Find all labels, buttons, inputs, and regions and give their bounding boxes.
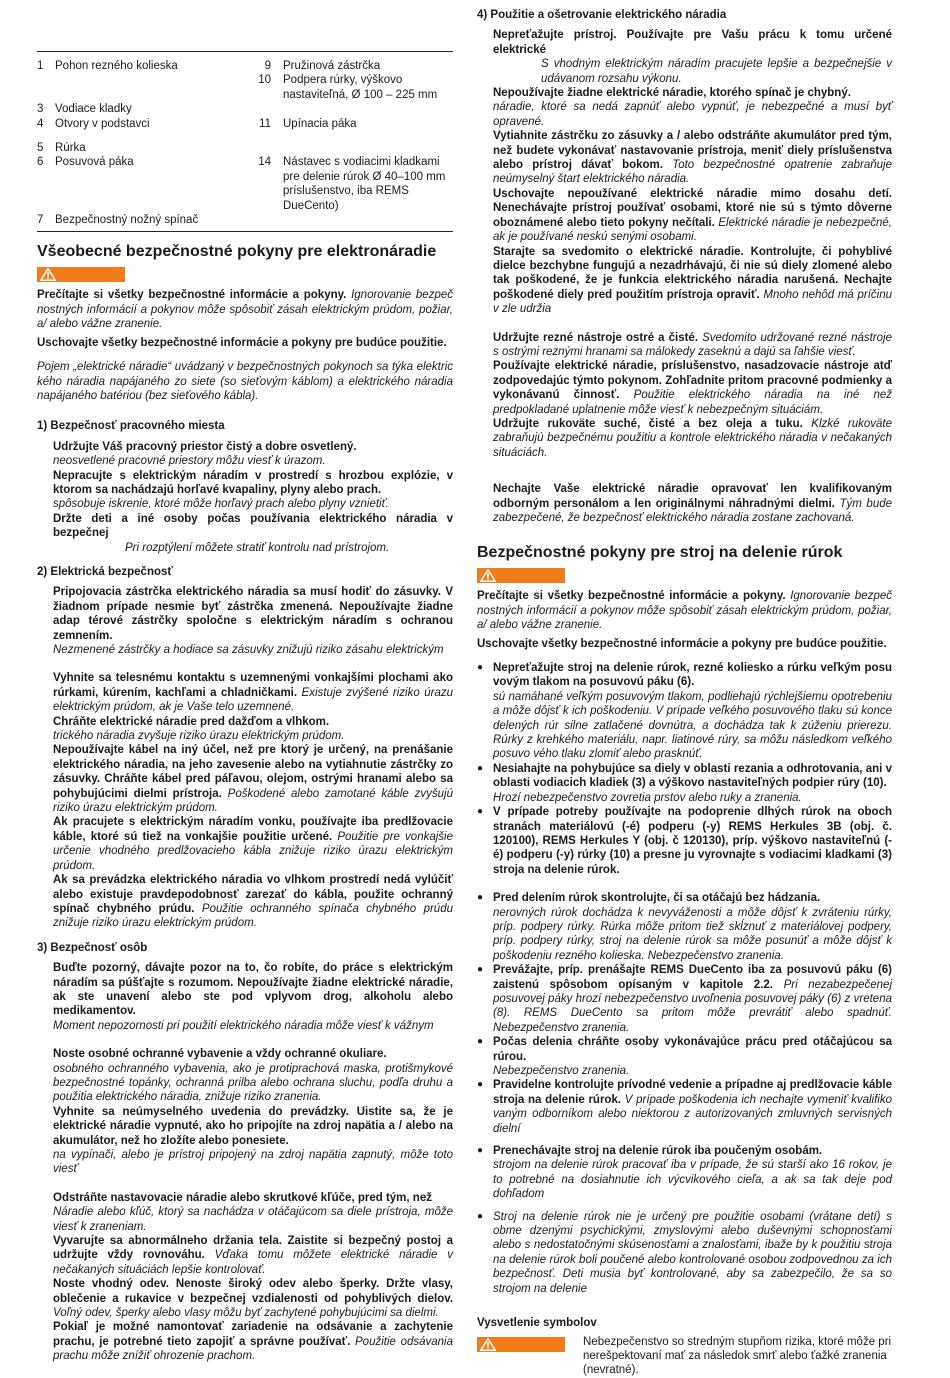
bullet-7: ● Pravidelne kontrolujte prívodné vedenie a prípadne aj predlžovacie káble stroja na delenie rúrok. V prípade poškodenia ich nechajte vymeniť kvalifiko vaným odborníkom alebo niektorou z autorizovaných zmluvných servisných dielní [477, 1078, 892, 1136]
general-term: Pojem „elektrické náradie“ uvádzaný v bezpečnostných pokynoch sa týka elektric kého náradia napájaného zo siete (so sieťovým káblom) a elektrického náradia napájaného batériou (bez sieťového kábla). [37, 361, 453, 402]
bullet-3: ● V prípade potreby používajte na podoprenie dlhých rúrok na oboch stranách materiálovú (-é) podperu (-y) REMS Herkules 3B (obj. č. 120100), REMS Herkules Y (obj. č 120130), príp. výškovo nastaviteľnú (-é) podperu (-y) rúrky (10) a presne ju vyrovnajte s vodiacimi kladkami (3) stroja na delenie rúrok. [477, 805, 892, 877]
section-1-title: 1) Bezpečnosť pracovného miesta [37, 420, 225, 433]
s4h: Udržujte rukoväte suché, čisté a bez oleja a tuku. Klzké rukoväte zabraňujú bezpečnému použitiu a kontrole elektrického náradia v nečakaných situáciách. [493, 417, 892, 459]
s4i: Nechajte Vaše elektrické náradie opravovať len kvalifikovaným odborným personálom a len originálnymi náhradnými dielmi. Tým bude zabezpečené, že bezpečnosť elektrického náradia zostane zachovaná. [493, 483, 893, 524]
symbol-text: Nebezpečenstvo so stredným stupňom rizika, ktoré môže pri nerešpektovaní mať za následok smrť alebo ťažké zranenia (nevratné). [583, 1335, 892, 1377]
machine-heading: Bezpečnostné pokyny pre stroj na delenie rúrok [477, 544, 843, 562]
left-column: 1 Pohon rezného kolieska 9 Pružinová zástrčka 10 Podpera rúrky, výškovo nastaviteľná, Ø 100 – 225 mm 3 Vodiace kladky 4 Otvory v podstavci 11 Upínacia páka 5 Rúrka 6 Posuvová páka 14 Nástavec s vodiacimi kladkami pre delenie rúrok Ø 40–100 mm príslušenstvo, iba REMS DueCento) 7 Bezpečnostný nožný spínač Všeobecné bezpečnostné pokyny pre elektronáradie Prečítajte si všetky bezpečnostné informácie a pokyny. Ignorovanie bezpeč nostných informácií a pokynov môže spôsobiť zásah elektrickým prúdom, požiar, a/ alebo vážne zranenie. Uschovajte všetky bezpečnostné informácie a pokyny pre budúce použitie. Pojem „elektrické náradie“ uvádzaný v bezpečnostných pokynoch sa týka elektric kého náradia napájaného zo siete (so sieťovým káblom) a elektrického náradia napájaného batériou (bez sieťového kábla). 1) Bezpečnosť pracovného miesta Udržujte Váš pracovný priestor čistý a dobre osvetlený. neosvetlené pracovné priestory môžu viesť k úrazom. Nepracujte s elektrickým náradím v prostredí s hrozbou explózie, v ktorom sa nachádzajú horľavé kvapaliny, plyny alebo prach. spôsobuje iskrenie, ktoré môže horľavý prach alebo plyny vznietiť. Držte deti a iné osoby počas používania elektrického náradia v bezpečnej Pri rozptýlení môžete stratiť kontrolu nad prístrojom. 2) Elektrická bezpečnosť Pripojovacia zástrčka elektrického náradia sa musí hodiť do zásuvky. V žiadnom prípade nesmie byť zástrčka zmenená. Nepoužívajte žiadne adap térové zástrčky spoločne s elektrickým náradím s ochranou zemnením. Nezmenené zástrčky a hodiace sa zásuvky znižujú riziko zásahu elektrickým Vyhnite sa telesnému kontaktu s uzemnenými vonkajšími plochami ako rúrkami, kúrením, kachľami a chladničkami. Existuje zvýšené riziko úrazu elektrickým prúdom, ak je Vaše telo uzemnené. Chráňte elektrické náradie pred dažďom a vlhkom. trického náradia zvyšuje riziko úrazu elektrickým prúdom. Nepoužívajte kábel na iný účel, než pre ktorý je určený, na prenášanie elektrického náradia, na jeho zavesenie alebo na vytiahnutie zástrčky zo zásuvky. Chráňte kábel pred páľavou, olejom, ostrými hranami alebo sa pohybujúcimi dielmi prístroja. Poškodené alebo zamotané káble zvyšujú riziko úrazu elektrickým prúdom. Ak pracujete s elektrickým náradím vonku, používajte iba predlžovacie káble, ktoré sú tiež na vonkajšie použitie určené. Použitie pre vonkajšie určenie vhodného predlžovacieho kábla znižuje riziko úrazu elektrickým prúdom. Ak sa prevádzka elektrického náradia vo vlhkom prostredí nedá vylúčiť alebo existuje pravdepodobnosť zarezať do kábla, použite ochranný spínač chybného prúdu. Použitie ochranného spínača chybného prúdu znižuje riziko úrazu elektrickým prúdom. 3) Bezpečnosť osôb Buďte pozorný, dávajte pozor na to, čo robíte, do práce s elektrickým náradím sa púšťajte s rozumom. Nepoužívajte žiadne elektrické náradie, ak ste unavení alebo ste pod vplyvom drog, alkoholu alebo medikamentov. Moment nepozornosti pri použití elektrického náradia môže viesť k vážnym Noste osobné ochranné vybavenie a vždy ochranné okuliare. osobného ochranného vybavenia, ako je protiprachová maska, protišmykové bezpečnostné topánky, ochranná prilba alebo ochrana sluchu, podľa druhu a použitia elektrického náradia, znižuje riziko zranenia. Vyhnite sa neúmyselného uvedenia do prevádzky. Uistite sa, že je elektrické náradie vypnuté, ako ho pripojíte na zdroj napätia a / alebo na akumulátor, než ho zložíte alebo ponesiete. na vypínači, alebo je prístroj pripojený na zdroj napätia zapnutý, môže toto viesť Odstráňte nastavovacie náradie alebo skrutkové kľúče, pred tým, než Náradie alebo kľúč, ktorý sa nachádza v otáčajúcom sa diele prístroja, môže viesť k zraneniam. Vyvarujte sa abnormálneho držania tela. Zaistite si bezpečný postoj a udržujte vždy rovnováhu. Vďaka tomu môžete elektrické náradie v nečakaných situáciách lepšie kontrolovať. Noste vhodný odev. Nenoste široký odev alebo šperky. Držte vlasy, oblečenie a rukavice v bezpečnej vzdialenosti od pohyblivých dielov. Voľný odev, šperky alebo vlasy môžu byť zachytené pohybujúcimi sa dielmi. Pokiaľ je možné namontovať zariadenie na odsávanie a zachytenie prachu, je potrebné tieto zapojiť a správne používať. Použitie odsávania prachu môže znížiť ohrozenie prachom. [37, 0, 453, 1364]
s2a: Pripojovacia zástrčka elektrického náradia sa musí hodiť do zásuvky. V žiadnom prípade nesmie byť zástrčka zmenená. Nepoužívajte žiadne adap térové zástrčky spoločne s elektrickým náradím s ochranou zemnením. [53, 586, 453, 642]
s4f: Udržujte rezné nástroje ostré a čisté. Svedomito udržované rezné nástroje s ostrými reznými hranami sa málokedy zaseknú a dajú sa ľahšie viesť. [493, 331, 892, 358]
warning-label [37, 267, 125, 282]
parts-row [37, 213, 453, 227]
s1a: Udržujte Váš pracovný priestor čistý a dobre osvetlený. [53, 440, 357, 453]
s2e: Ak pracujete s elektrickým náradím vonku, používajte iba predlžovacie káble, ktoré sú tiež na vonkajšie použitie určené. Použitie pre vonkajšie určenie vhodného predlžovacieho kábla znižuje riziko úrazu elektrickým prúdom. [53, 816, 453, 872]
s1b: Nepracujte s elektrickým náradím v prostredí s hrozbou explózie, v ktorom sa nachádzajú horľavé kvapaliny, plyny alebo prach. [53, 469, 453, 496]
parts-row [37, 73, 453, 102]
s4b: Nepoužívajte žiadne elektrické náradie, ktorého spínač je chybný. [493, 87, 851, 100]
warning-triangle-icon [480, 569, 496, 582]
right-column: 4) Použitie a ošetrovanie elektrického náradia Nepreťažujte prístroj. Používajte pre Vašu prácu k tomu určené elektrické S vhodným elektrickým náradím pracujete lepšie a bezpečnejšie v udávanom rozsahu výkonu. Nepoužívajte žiadne elektrické náradie, ktorého spínač je chybný. náradie, ktoré sa nedá zapnúť alebo vypnúť, je nebezpečné a musí byť opravené. Vytiahnite zástrčku zo zásuvky a / alebo odstráňte akumulátor pred tým, než budete vykonávať nastavovanie prístroja, meniť diely príslušenstva alebo prístroj dávať bokom. Toto bezpečnostné opatrenie zabraňuje neúmyselný štart elektrického náradia. Uschovajte nepoužívané elektrické náradie mimo dosahu detí. Nenechávajte prístroj používať osobami, ktoré nie sú s týmto dôverne oboznámené alebo tieto pokyny nečítali. Elektrické náradie je nebezpečné, ak je používané neskú senými osobami. Starajte sa svedomito o elektrické náradie. Kontrolujte, či pohyblivé dielce bezchybne fungujú a nezadrhávajú, či nie sú diely zlomené alebo tak poškodené, že je funkcia elektrického náradia narušená. Nechajte poškodené diely pred použitím prístroja opraviť. Mnoho nehôd má príčinu v zle udržia Udržujte rezné nástroje ostré a čisté. Svedomito udržované rezné nástroje s ostrými reznými hranami sa málokedy zaseknú a dajú sa ľahšie viesť. Používajte elektrické náradie, príslušenstvo, nasadzovacie nástroje atď zodpovedajúc týmto pokynom. Zohľadnite pritom pracovné podmienky a vykonávanú činnosť. Použitie elektrického náradia na iné než predpokladané uplatnenie môže viesť k nebezpečným situáciám. Udržujte rukoväte suché, čisté a bez oleja a tuku. Klzké rukoväte zabraňujú bezpečnému použitiu a kontrole elektrického náradia v nečakaných situáciách. Nechajte Vaše elektrické náradie opravovať len kvalifikovaným odborným personálom a len originálnymi náhradnými dielmi. Tým bude zabezpečené, že bezpečnosť elektrického náradia zostane zachovaná. Bezpečnostné pokyny pre stroj na delenie rúrok Prečítajte si všetky bezpečnostné informácie a pokyny. Ignorovanie bezpeč nostných informácií a pokynov môže spôsobiť zásah elektrickým prúdom, požiar, a/ alebo vážne zranenie. Uschovajte všetky bezpečnostné informácie a pokyny pre budúce použitie. ● Nepreťažujte stroj na delenie rúrok, rezné koliesko a rúrku veľkým posu vovým tlakom na posuvovú páku (6). sú namáhané veľkým posuvovým tlakom, podliehajú rýchlejšiemu opotrebeniu a môže dôjsť k ich poškodeniu. V prípade veľkého posuvového tlaku sú konce delených rúr silne zatlačené dovnútra, a dochádza tak k zúženiu prierezu. Rúrky z krehkého materiálu, napr. liatinové rúry, sa môžu následkom veľkého posuvo vého tlaku zlomiť alebo prasknúť. ● Nesiahajte na pohybujúce sa diely v oblasti rezania a odhrotovania, ani v oblasti vodiacich kladiek (3) a výškovo nastaviteľných podpier rúry (10). Hrozí nebezpečenstvo zovretia prstov alebo ruky a zranenia. ● V prípade potreby používajte na podoprenie dlhých rúrok na oboch stranách materiálovú (-é) podperu (-y) REMS Herkules 3B (obj. č. 120100), REMS Herkules Y (obj. č 120130), príp. výškovo nastaviteľnú (-é) podperu (-y) rúrky (10) a presne ju vyrovnajte s vodiacimi kladkami (3) stroja na delenie rúrok. ● Pred delením rúrok skontrolujte, či sa otáčajú bez hádzania. nerovných rúrok dochádza k nevyváženosti a môže dôjsť k zvráteniu rúrky, príp. podpery rúrky. Rúrka môže pritom tiež skĺznuť z materiálovej podpery, príp. podpery rúrky, stroj na delenie rúrok sa môže posunúť a môže dôjsť k poškodeniu rezného kolieska. Nebezpečenstvo zranenia. ● Prevážajte, príp. prenášajte REMS DueCento iba za posuvovú páku (6) zaistenú spôsobom opísaným v kapitole 2.2. Pri nezabezpečenej posuvovej páky hrozí nebezpečenstvo uvoľnenia posuvovej páky (6) z vretena (8). REMS DueCento sa pritom môže prevrátiť alebo spadnúť. Nebezpečenstvo zranenia. ● Počas delenia chráňte osoby vykonávajúce prácu pred otáčajúcou sa rúrou. Nebezpečenstvo zranenia. ● Pravidelne kontrolujte prívodné vedenie a prípadne aj predlžovacie káble stroja na delenie rúrok. V prípade poškodenia ich nechajte vymeniť kvalifiko vaným odborníkom alebo niektorou z autorizovaných zmluvných servisných dielní ● Prenechávajte stroj na delenie rúrok iba poučeným osobám. strojom na delenie rúrok pracovať iba v prípade, že sú starší ako 16 rokov, je to potrebné na dosiahnutie ich výcvikového cieľa, a ak sa tak deje pod dohľadom ● Stroj na delenie rúrok nie je určený pre použitie osobami (vrátane detí) s obme dzenými psychickými, zmyslovými alebo duševnými schopnosťami alebo s nedostatočnými skúsenosťami a znalosťami, ibaže by k použitiu stroja na delenie rúrok boli poučené alebo kontrolované osobou zodpovednou za ich bezpečnosť. Deti musia byť kontrolované, aby sa zabezpečilo, že sa so strojom na delenie Vysvetlenie symbolov Nebezpečenstvo so stredným stupňom rizika, ktoré môže pri nerešpektovaní mať za následok smrť alebo ťažké zranenia (nevratné). [477, 0, 892, 1378]
general-read: Prečítajte si všetky bezpečnostné informácie a pokyny. Ignorovanie bezpeč nostných informácií a pokynov môže spôsobiť zásah elektrickým prúdom, požiar, a/ alebo vážne zranenie. [37, 289, 453, 331]
parts-cell-label2: Pružinová zástrčka [283, 60, 381, 72]
section-4-title: 4) Použitie a ošetrovanie elektrického náradia [477, 9, 727, 21]
parts-cell-n2 [245, 102, 283, 116]
s3b: Noste osobné ochranné vybavenie a vždy ochranné okuliare. [53, 1048, 387, 1061]
parts-cell-n2: 9 [264, 60, 271, 72]
s3g: Pokiaľ je možné namontovať zariadenie na odsávanie a zachytenie prachu, je potrebné tieto zapojiť a správne používať. Použitie odsávania prachu môže znížiť ohrozenie prachom. [53, 1321, 454, 1363]
parts-cell-n: 5 [37, 142, 44, 155]
warning-triangle-icon [40, 268, 56, 281]
parts-list [37, 59, 453, 227]
parts-row [37, 102, 453, 116]
symbol-row [477, 1335, 892, 1378]
s4a: Nepreťažujte prístroj. Používajte pre Vašu prácu k tomu určené elektrické [493, 29, 892, 56]
parts-cell-label: Rúrka [55, 142, 86, 155]
s3e: Vyvarujte sa abnormálneho držania tela. Zaistite si bezpečný postoj a udržujte vždy rovnováhu. Vďaka tomu môžete elektrické náradie v nečakaných situáciách lepšie kontrolovať. [53, 1235, 453, 1276]
s4g: Používajte elektrické náradie, príslušenstvo, nasadzovacie nástroje atď zodpovedajúc týmto pokynom. Zohľadnite pritom pracovné podmienky a vykonávanú činnosť. Použitie elektrického náradia na iné než predpokladané uplatnenie môže viesť k nebezpečným situáciám. [493, 360, 893, 416]
general-heading: Všeobecné bezpečnostné pokyny pre elektronáradie [37, 243, 437, 261]
parts-cell-n [37, 73, 55, 102]
bullet-8: ● Prenechávajte stroj na delenie rúrok iba poučeným osobám. strojom na delenie rúrok pracovať iba v prípade, že sú starší ako 16 rokov, je to potrebné na dosiahnutie ich výcvikového cieľa, a ak sa tak deje pod dohľadom [477, 1144, 892, 1202]
parts-cell-label: Otvory v podstavci [55, 117, 150, 130]
parts-cell-label2 [283, 102, 453, 116]
general-keep: Uschovajte všetky bezpečnostné informácie a pokyny pre budúce použitie. [37, 336, 447, 349]
symbols-title: Vysvetlenie symbolov [477, 1317, 597, 1330]
s3f: Noste vhodný odev. Nenoste široký odev alebo šperky. Držte vlasy, oblečenie a rukavice v bezpečnej vzdialenosti od pohyblivých dielov. Voľný odev, šperky alebo vlasy môžu byť zachytené pohybujúcimi sa dielmi. [53, 1278, 453, 1320]
s4e: Starajte sa svedomito o elektrické náradie. Kontrolujte, či pohyblivé dielce bezchybne fungujú a nezadrhávajú, či nie sú diely zlomené alebo tak poškodené, že je funkcia elektrického náradia narušená. Nechajte poškodené diely pred použitím prístroja opraviť. Mnoho nehôd má príčinu v zle udržia [493, 245, 893, 316]
parts-row [37, 117, 453, 131]
parts-cell-label [55, 73, 245, 102]
s1c: Držte deti a iné osoby počas používania elektrického náradia v bezpečnej [53, 512, 453, 540]
parts-cell-label2: Upínacia páka [283, 117, 357, 130]
parts-cell-label2: Nástavec s vodiacimi kladkami pre delenie rúrok Ø 40–100 mm príslušenstvo, iba REMS DueCento) [283, 156, 446, 212]
s3d: Odstráňte nastavovacie náradie alebo skrutkové kľúče, pred tým, než [53, 1191, 432, 1204]
parts-cell-n2 [245, 141, 283, 155]
parts-cell-n2: 14 [258, 156, 271, 169]
bullet-4: ● Pred delením rúrok skontrolujte, či sa otáčajú bez hádzania. nerovných rúrok dochádza k nevyváženosti a môže dôjsť k zvráteniu rúrky, príp. podpery rúrky. Rúrka môže pritom tiež skĺznuť z materiálovej podpery, príp. podpery rúrky, stroj na delenie rúrok sa môže posunúť a môže dôjsť k poškodeniu rezného kolieska. Nebezpečenstvo zranenia. [477, 891, 892, 963]
parts-cell-label: Vodiace kladky [55, 103, 132, 116]
s4c: Vytiahnite zástrčku zo zásuvky a / alebo odstráňte akumulátor pred tým, než budete vykonávať nastavovanie prístroja, meniť diely príslušenstva alebo prístroj dávať bokom. Toto bezpečnostné opatrenie zabraňuje neúmyselný štart elektrického náradia. [493, 130, 892, 186]
machine-keep: Uschovajte všetky bezpečnostné informácie a pokyny pre budúce použitie. [477, 637, 887, 650]
machine-read: Prečítajte si všetky bezpečnostné informácie a pokyny. Ignorovanie bezpeč nostných informácií a pokynov môže spôsobiť zásah elektrickým prúdom, požiar, a/ alebo vážne zranenie. [477, 590, 892, 632]
parts-row [37, 59, 453, 73]
section-3-title: 3) Bezpečnosť osôb [37, 941, 148, 954]
section-2-title: 2) Elektrická bezpečnosť [37, 565, 173, 578]
parts-cell-n2: 11 [259, 117, 271, 130]
warning-triangle-icon [480, 1338, 496, 1351]
s2b: Vyhnite sa telesnému kontaktu s uzemnenými vonkajšími plochami ako rúrkami, kúrením, kachľami a chladničkami. Existuje zvýšené riziko úrazu elektrickým prúdom, ak je Vaše telo uzemnené. [53, 672, 453, 714]
parts-cell-n: 3 [37, 103, 44, 116]
parts-cell-label: Bezpečnostný nožný spínač [55, 214, 199, 227]
parts-cell-n: 4 [37, 117, 44, 130]
parts-cell-label: Posuvová páka [55, 156, 134, 169]
bullet-1: ● Nepreťažujte stroj na delenie rúrok, rezné koliesko a rúrku veľkým posu vovým tlakom na posuvovú páku (6). sú namáhané veľkým posuvovým tlakom, podliehajú rýchlejšiemu opotrebeniu a môže dôjsť k ich poškodeniu. V prípade veľkého posuvového tlaku sú konce delených rúr silne zatlačené dovnútra, a dochádza tak k zúženiu prierezu. Rúrky z krehkého materiálu, napr. liatinové rúry, sa môžu následkom veľkého posuvo vého tlaku zlomiť alebo prasknúť. [477, 661, 892, 762]
s3c: Vyhnite sa neúmyselného uvedenia do prevádzky. Uistite sa, že je elektrické náradie vypnuté, ako ho pripojíte na zdroj napätia a / alebo na akumulátor, než ho zložíte alebo ponesiete. [53, 1105, 453, 1147]
parts-cell-label: Pohon rezného kolieska [55, 60, 178, 72]
parts-row [37, 155, 453, 213]
parts-row [37, 141, 453, 155]
parts-cell-label2: Podpera rúrky, výškovo nastaviteľná, Ø 100 – 225 mm [283, 74, 438, 101]
bullet-5: ● Prevážajte, príp. prenášajte REMS DueCento iba za posuvovú páku (6) zaistenú spôsobom opísaným v kapitole 2.2. Pri nezabezpečenej posuvovej páky hrozí nebezpečenstvo uvoľnenia posuvovej páky (6) z vretena (8). REMS DueCento sa pritom môže prevrátiť alebo spadnúť. Nebezpečenstvo zranenia. [477, 963, 892, 1035]
parts-cell-label2 [283, 213, 453, 227]
parts-cell-n: 6 [37, 156, 44, 169]
s2c: Chráňte elektrické náradie pred dažďom a vlhkom. [53, 715, 330, 728]
parts-cell-n: 7 [37, 214, 44, 227]
bullet-9: ● Stroj na delenie rúrok nie je určený pre použitie osobami (vrátane detí) s obme dzenými psychickými, zmyslovými alebo duševnými schopnosťami alebo s nedostatočnými skúsenosťami a znalosťami, ibaže by k použitiu stroja na delenie rúrok boli poučené alebo kontrolované osobou zodpovednou za ich bezpečnosť. Deti musia byť kontrolované, aby sa zabezpečilo, že sa so strojom na delenie [477, 1210, 892, 1296]
s3a: Buďte pozorný, dávajte pozor na to, čo robíte, do práce s elektrickým náradím sa púšťajte s rozumom. Nepoužívajte žiadne elektrické náradie, ak ste unavení alebo ste pod vplyvom drog, alkoholu alebo medikamentov. [53, 962, 453, 1018]
bullet-2: ● Nesiahajte na pohybujúce sa diely v oblasti rezania a odhrotovania, ani v oblasti vodiacich kladiek (3) a výškovo nastaviteľných podpier rúry (10). Hrozí nebezpečenstvo zovretia prstov alebo ruky a zranenia. [477, 762, 892, 805]
warning-label [477, 1337, 565, 1352]
parts-cell-label2 [283, 141, 453, 155]
s4d: Uschovajte nepoužívané elektrické náradie mimo dosahu detí. Nenechávajte prístroj používať osobami, ktoré nie sú s týmto dôverne oboznámené alebo tieto pokyny nečítali. Elektrické náradie je nebezpečné, ak je používané neskú senými osobami. [493, 187, 893, 244]
parts-cell-n2 [245, 213, 283, 227]
bullet-6: ● Počas delenia chráňte osoby vykonávajúce prácu pred otáčajúcou sa rúrou. Nebezpečenstvo zranenia. [477, 1035, 892, 1078]
warning-label [477, 568, 565, 583]
s2d: Nepoužívajte kábel na iný účel, než pre ktorý je určený, na prenášanie elektrického náradia, na jeho zavesenie alebo na vytiahnutie zástrčky zo zásuvky. Chráňte kábel pred páľavou, olejom, ostrými hranami alebo sa pohybujúcimi dielmi prístroja. Poškodené alebo zamotané káble zvyšujú riziko úrazu elektrickým prúdom. [53, 744, 453, 815]
parts-cell-n2: 10 [258, 74, 271, 87]
parts-cell-n: 1 [37, 60, 44, 72]
s2f: Ak sa prevádzka elektrického náradia vo vlhkom prostredí nedá vylúčiť alebo existuje pravdepodobnosť zarezať do kábla, použite ochranný spínač chybného prúdu. Použitie ochranného spínača chybného prúdu znižuje riziko úrazu elektrickým prúdom. [53, 874, 453, 930]
